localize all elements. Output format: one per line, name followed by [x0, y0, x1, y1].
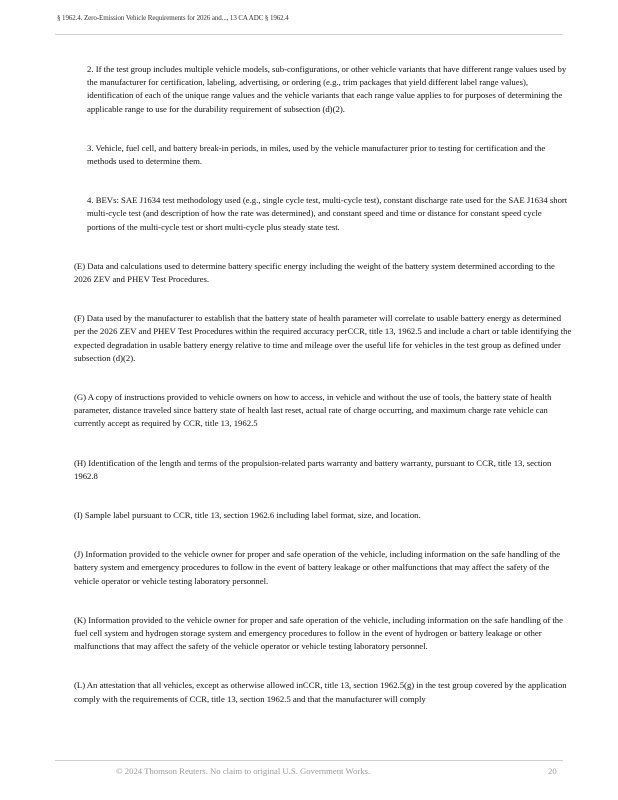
footer-divider — [55, 760, 563, 761]
paragraph-k: (K) Information provided to the vehicle owner for proper and safe operation of the vehicle, including information on the safe handling of the fuel cell system and hydrogen storage system and emergency procedures to follow in the event of hydrogen or battery leakage or other malfunctions that may affect the safety of the vehicle operator or vehicle testing laboratory personnel. — [74, 614, 563, 652]
paragraph-item-3: 3. Vehicle, fuel cell, and battery break-in periods, in miles, used by the vehicle manufacturer prior to testing for certification and the methods used to determine them. — [87, 142, 546, 167]
paragraph-item-2: 2. If the test group includes multiple vehicle models, sub-configurations, or other vehicle variants that have different range values used by the manufacturer for certification, labeling, advertising, or ordering (e.g., trim packages that yield different label range values), identification of each of the unique range values and the vehicle variants that each range value applies to for purposes of determining the applicable range to use for the durability requirement of subsection (d)(2). — [87, 64, 567, 114]
paragraph-e: (E) Data and calculations used to determine battery specific energy including the weight of the battery system determined according to the 2026 ZEV and PHEV Test Procedures. — [74, 260, 555, 285]
paragraph-item-4: 4. BEVs: SAE J1634 test methodology used (e.g., single cycle test, multi-cycle test), constant discharge rate used for the SAE J1634 short multi-cycle test (and description of how the rate was determined), and constant speed and time or distance for constant speed cycle portions of the multi-cycle test or short multi-cycle plus steady state test. — [87, 195, 568, 232]
paragraph-g: (G) A copy of instructions provided to vehicle owners on how to access, in vehicle and without the use of tools, the battery state of health parameter, distance traveled since battery state of health last reset, actual rate of charge occurring, and maximum charge rate vehicle can currently accept as required by CCR, title 13, 1962.5 — [74, 392, 552, 429]
paragraph-h: (H) Identification of the length and terms of the propulsion-related parts warranty and battery warranty, pursuant to CCR, title 13, section 1962.8 — [74, 457, 552, 481]
page-number: 20 — [548, 766, 557, 776]
running-header: § 1962.4. Zero-Emission Vehicle Requirements for 2026 and..., 13 CA ADC § 1962.4 — [57, 14, 289, 22]
paragraph-f: (F) Data used by the manufacturer to establish that the battery state of health parameter will correlate to usable battery energy as determined per the 2026 ZEV and PHEV Test Procedures within the required accuracy perCCR, title 13, 1962.5 and include a chart or table identifying the expected degradation in usable battery energy relative to time and mileage over the useful life for vehicles in the test group as defined under subsection (d)(2). — [74, 313, 572, 363]
header-divider — [55, 34, 563, 35]
document-body — [74, 63, 572, 706]
paragraph-i: (I) Sample label pursuant to CCR, title 13, section 1962.6 including label format, size, and location. — [74, 510, 421, 521]
paragraph-j: (J) Information provided to the vehicle owner for proper and safe operation of the vehicle, including information on the safe handling of the battery system and emergency procedures to follow in the event of battery leakage or other malfunctions that may affect the safety of the vehicle operator or vehicle testing laboratory personnel. — [74, 549, 561, 586]
paragraph-l: (L) An attestation that all vehicles, except as otherwise allowed inCCR, title 13, section 1962.5(g) in the test group covered by the application comply with the requirements of CCR, title 13, section 1962.5 and that the manufacturer will comply — [74, 680, 567, 704]
copyright-notice: © 2024 Thomson Reuters. No claim to original U.S. Government Works. — [116, 766, 371, 776]
